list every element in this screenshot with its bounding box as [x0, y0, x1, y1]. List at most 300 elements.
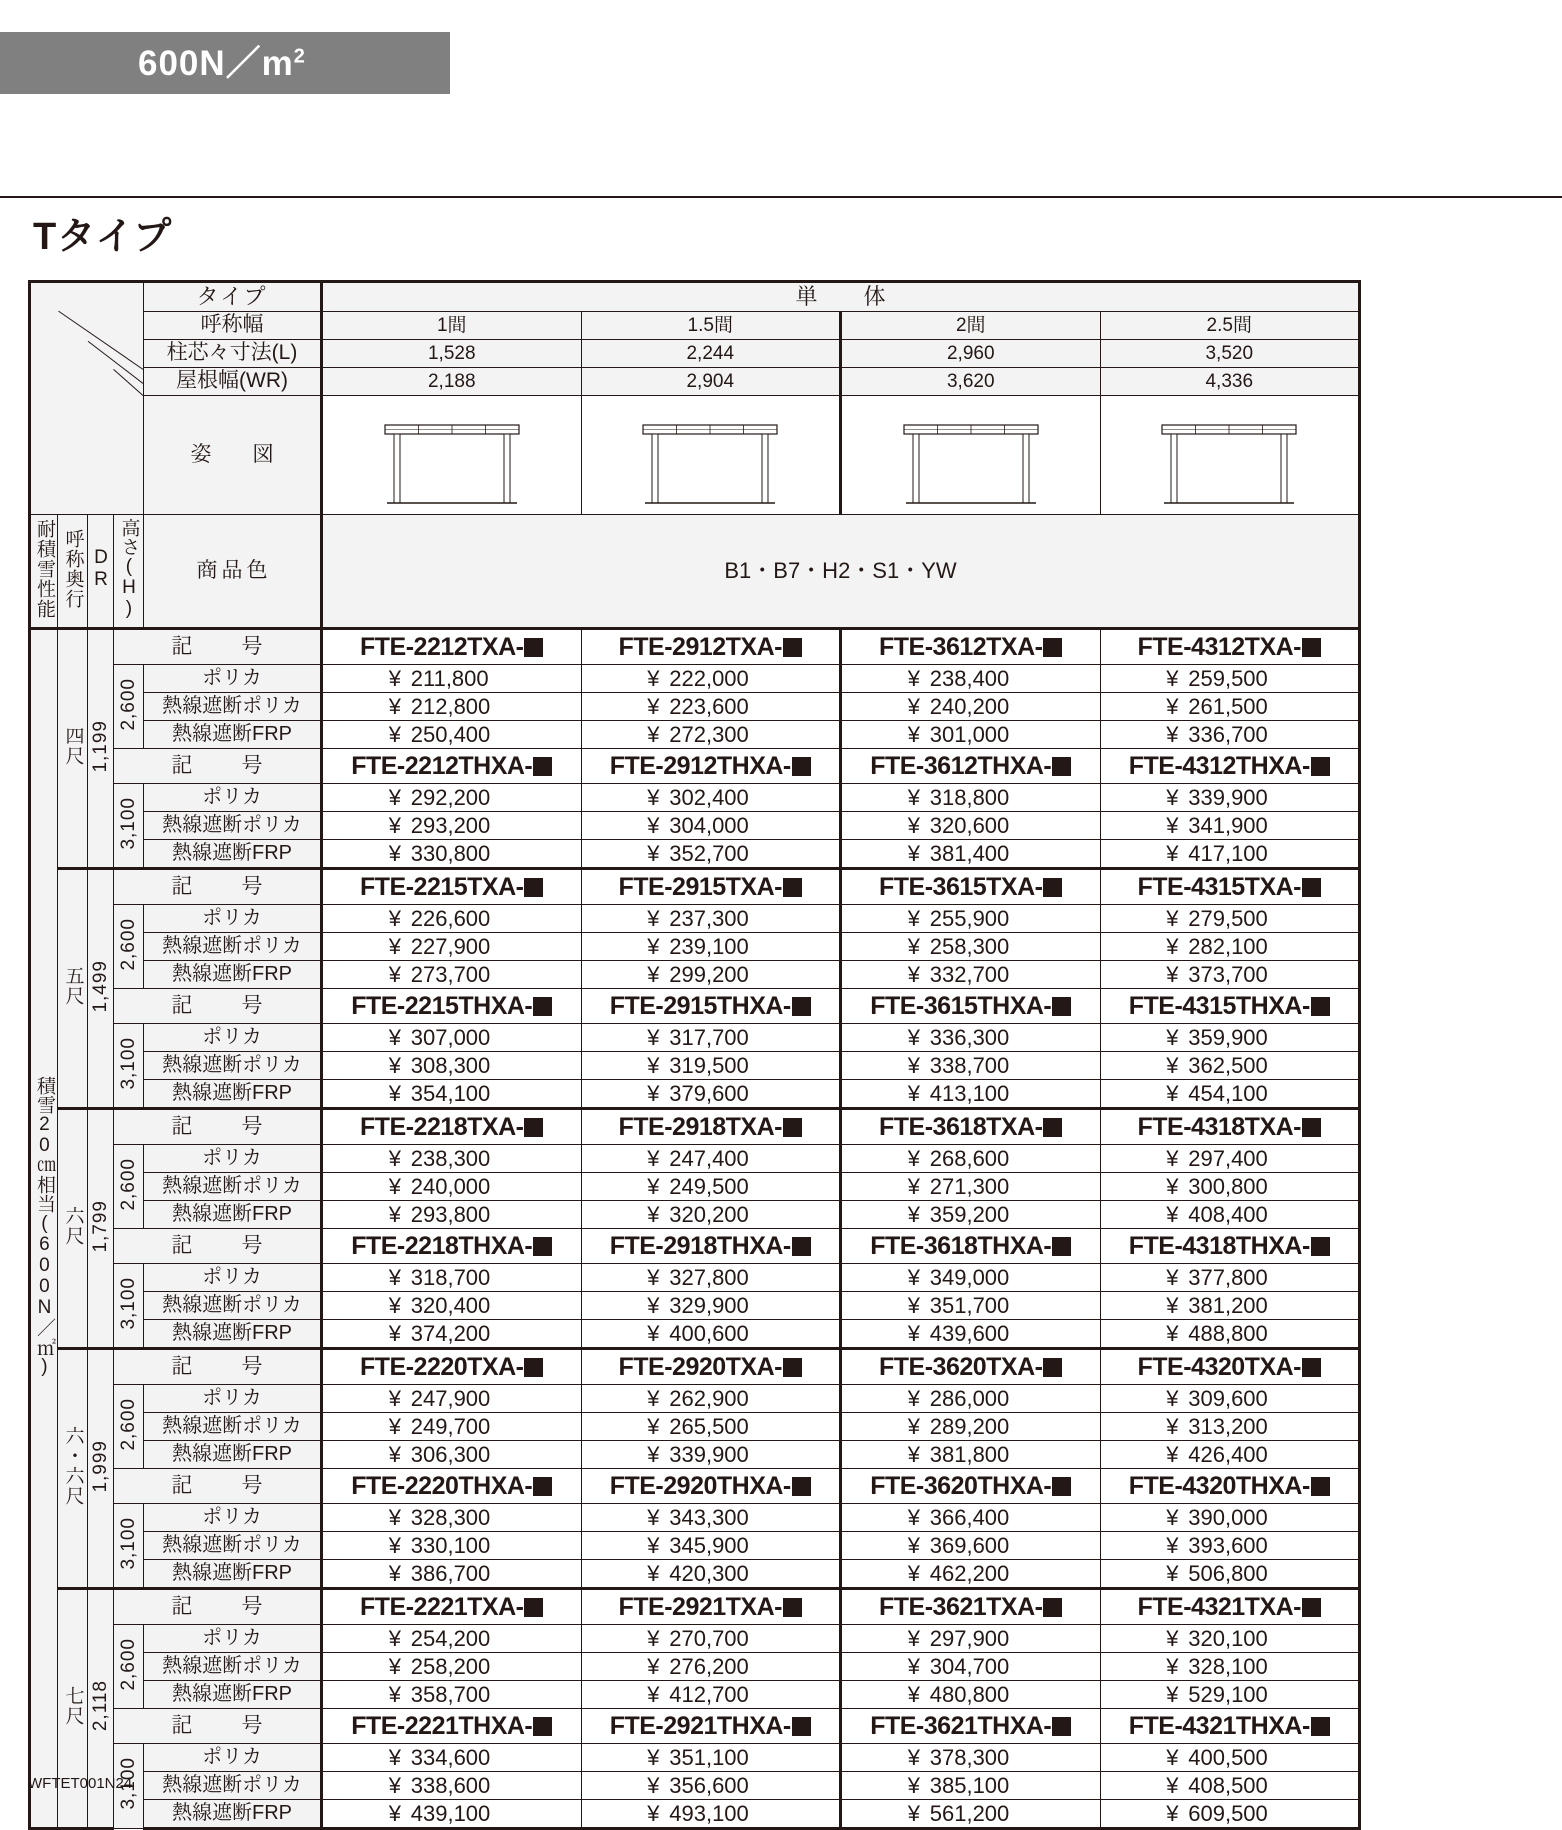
dr-value-cell-2: [88, 869, 114, 1109]
price-row: [30, 1772, 1360, 1800]
yen-sign: ¥: [907, 1681, 920, 1707]
price-row: [30, 1560, 1360, 1589]
price-value: 270,700: [669, 1625, 749, 1651]
price-value: 317,700: [669, 1024, 749, 1050]
yen-sign: ¥: [907, 1024, 920, 1050]
yen-sign: ¥: [1166, 812, 1179, 838]
price-2-2-1-2: [581, 1024, 841, 1052]
price-3-1-3-2: [581, 1201, 841, 1229]
price-row: [30, 1653, 1360, 1681]
yen-sign: ¥: [388, 1052, 401, 1078]
price-value: 258,300: [929, 933, 1010, 959]
yen-sign: ¥: [647, 1653, 660, 1679]
carport-diagram: [842, 399, 1100, 511]
model-code-2-2-4: [1100, 989, 1360, 1024]
price-value: 247,400: [669, 1145, 749, 1171]
price-1-1-1-4: [1100, 665, 1360, 693]
yen-sign: ¥: [647, 1292, 660, 1318]
price-1-2-3-4: [1100, 840, 1360, 869]
yen-sign: ¥: [907, 840, 920, 866]
price-value: 297,400: [1188, 1145, 1268, 1171]
header-label-product-color: 商品色: [144, 515, 322, 629]
model-code-4-2-1: [322, 1469, 582, 1504]
height-value-label: 3,100: [117, 796, 139, 850]
price-3-1-3-1: [322, 1201, 582, 1229]
yen-sign: ¥: [647, 1052, 660, 1078]
price-value: 369,600: [929, 1532, 1010, 1558]
yen-sign: ¥: [388, 1800, 401, 1826]
color-swatch-icon: [1052, 997, 1071, 1016]
price-3-1-3-3: [841, 1201, 1101, 1229]
price-row: [30, 1264, 1360, 1292]
model-code-text: FTE-3618THXA-: [870, 1231, 1052, 1260]
price-value: 529,100: [1188, 1681, 1268, 1707]
model-code-1-1-1: [322, 629, 582, 665]
price-value: 297,900: [929, 1625, 1010, 1651]
yen-sign: ¥: [647, 1201, 660, 1227]
price-value: 338,600: [410, 1772, 491, 1798]
yen-sign: ¥: [1166, 905, 1179, 931]
code-label: 記 号: [114, 629, 322, 665]
depth-value-cell-3: [58, 1109, 88, 1349]
price-value: 261,500: [1188, 693, 1268, 719]
code-row: [30, 1229, 1360, 1264]
model-code-text: FTE-2212THXA-: [351, 751, 533, 780]
depth-vertical-label: 呼称奥行: [62, 528, 84, 609]
model-code-3-1-1: [322, 1109, 582, 1145]
code-row: [30, 1109, 1360, 1145]
price-1-2-1-3: [841, 784, 1101, 812]
yen-sign: ¥: [1166, 840, 1179, 866]
price-value: 488,800: [1188, 1320, 1268, 1346]
price-value: 301,000: [929, 721, 1010, 747]
price-row: [30, 840, 1360, 869]
yen-sign: ¥: [907, 1625, 920, 1651]
header-nominal-width-4: 2.5間: [1100, 312, 1360, 340]
code-label: 記 号: [114, 1109, 322, 1145]
model-code-text: FTE-4315TXA-: [1137, 872, 1301, 901]
price-value: 259,500: [1188, 665, 1268, 691]
color-swatch-icon: [783, 1118, 802, 1137]
price-4-2-1-4: [1100, 1504, 1360, 1532]
code-label: 記 号: [114, 989, 322, 1024]
yen-sign: ¥: [388, 721, 401, 747]
price-2-1-1-2: [581, 905, 841, 933]
price-value: 307,000: [410, 1024, 491, 1050]
load-banner-row: [0, 0, 1562, 96]
price-value: 320,400: [410, 1292, 491, 1318]
color-swatch-icon: [1311, 1477, 1330, 1496]
price-3-1-1-4: [1100, 1145, 1360, 1173]
price-4-1-1-4: [1100, 1385, 1360, 1413]
price-2-2-3-1: [322, 1080, 582, 1109]
depth-value-cell-5: [58, 1589, 88, 1829]
header-row-pillar-dim: [30, 340, 1360, 368]
material-label-2: 熱線遮断ポリカ: [144, 1532, 322, 1560]
color-swatch-icon: [533, 997, 552, 1016]
price-value: 318,800: [929, 784, 1010, 810]
model-code-5-1-1: [322, 1589, 582, 1625]
price-5-1-1-4: [1100, 1625, 1360, 1653]
page-title: Tタイプ: [33, 216, 173, 258]
price-5-2-2-4: [1100, 1772, 1360, 1800]
price-1-1-2-4: [1100, 693, 1360, 721]
code-row: [30, 1709, 1360, 1744]
header-group-tantai: 単 体: [322, 282, 1360, 312]
price-value: 332,700: [929, 961, 1010, 987]
model-code-1-2-3: [841, 749, 1101, 784]
height-value-cell-1-1: [114, 665, 144, 749]
yen-sign: ¥: [1166, 1772, 1179, 1798]
price-row: [30, 721, 1360, 749]
price-value: 378,300: [929, 1744, 1010, 1770]
depth-value-label: 七尺: [62, 1686, 84, 1727]
price-3-2-1-4: [1100, 1264, 1360, 1292]
yen-sign: ¥: [907, 1320, 920, 1346]
height-value-label: 2,600: [117, 1637, 139, 1691]
price-value: 222,000: [669, 665, 749, 691]
price-table-body: [30, 282, 1360, 1829]
yen-sign: ¥: [388, 1560, 401, 1586]
model-code-text: FTE-2921TXA-: [618, 1592, 782, 1621]
price-value: 385,100: [929, 1772, 1010, 1798]
yen-sign: ¥: [907, 1052, 920, 1078]
price-3-2-2-3: [841, 1292, 1101, 1320]
header-label-figure: 姿 図: [144, 396, 322, 515]
model-code-text: FTE-4312TXA-: [1137, 632, 1301, 661]
header-roof-width-1: 2,188: [322, 368, 582, 396]
header-label-nominal-width: 呼称幅: [144, 312, 322, 340]
price-value: 374,200: [410, 1320, 491, 1346]
price-2-1-3-1: [322, 961, 582, 989]
model-code-3-2-1: [322, 1229, 582, 1264]
price-value: 330,100: [410, 1532, 491, 1558]
price-row: [30, 905, 1360, 933]
price-value: 247,900: [410, 1385, 491, 1411]
price-row: [30, 961, 1360, 989]
price-2-2-2-4: [1100, 1052, 1360, 1080]
price-4-1-1-2: [581, 1385, 841, 1413]
price-value: 265,500: [669, 1413, 749, 1439]
yen-sign: ¥: [647, 721, 660, 747]
model-code-1-2-2: [581, 749, 841, 784]
header-roof-width-4: 4,336: [1100, 368, 1360, 396]
yen-sign: ¥: [907, 1173, 920, 1199]
price-row: [30, 1173, 1360, 1201]
color-swatch-icon: [524, 638, 543, 657]
yen-sign: ¥: [907, 905, 920, 931]
yen-sign: ¥: [1166, 1560, 1179, 1586]
material-label-3: 熱線遮断FRP: [144, 1800, 322, 1829]
color-swatch-icon: [1052, 1477, 1071, 1496]
yen-sign: ¥: [647, 1800, 660, 1826]
color-swatch-icon: [1052, 757, 1071, 776]
color-swatch-icon: [1302, 878, 1321, 897]
model-code-text: FTE-2221THXA-: [351, 1711, 533, 1740]
material-label-1: ポリカ: [144, 1264, 322, 1292]
yen-sign: ¥: [1166, 693, 1179, 719]
model-code-text: FTE-2912TXA-: [618, 632, 782, 661]
yen-sign: ¥: [647, 961, 660, 987]
color-swatch-icon: [1302, 1358, 1321, 1377]
price-value: 351,700: [929, 1292, 1010, 1318]
price-5-2-1-4: [1100, 1744, 1360, 1772]
material-label-1: ポリカ: [144, 1145, 322, 1173]
yen-sign: ¥: [1166, 1052, 1179, 1078]
yen-sign: ¥: [388, 812, 401, 838]
height-value-label: 2,600: [117, 1397, 139, 1451]
model-code-5-1-4: [1100, 1589, 1360, 1625]
price-value: 345,900: [669, 1532, 749, 1558]
price-2-1-1-1: [322, 905, 582, 933]
yen-sign: ¥: [388, 1320, 401, 1346]
price-value: 480,800: [929, 1681, 1010, 1707]
price-3-1-2-4: [1100, 1173, 1360, 1201]
price-4-1-2-1: [322, 1413, 582, 1441]
model-code-3-1-2: [581, 1109, 841, 1145]
model-code-3-2-3: [841, 1229, 1101, 1264]
price-row: [30, 1504, 1360, 1532]
model-code-4-2-4: [1100, 1469, 1360, 1504]
code-row: [30, 629, 1360, 665]
material-label-1: ポリカ: [144, 1385, 322, 1413]
price-row: [30, 1320, 1360, 1349]
price-value: 506,800: [1188, 1560, 1268, 1586]
price-value: 366,400: [929, 1504, 1010, 1530]
price-2-1-3-2: [581, 961, 841, 989]
price-4-2-2-1: [322, 1532, 582, 1560]
material-label-1: ポリカ: [144, 784, 322, 812]
yen-sign: ¥: [388, 1292, 401, 1318]
material-label-2: 熱線遮断ポリカ: [144, 693, 322, 721]
price-value: 339,900: [669, 1441, 749, 1467]
price-2-1-2-1: [322, 933, 582, 961]
price-value: 334,600: [410, 1744, 491, 1770]
color-swatch-icon: [792, 1477, 811, 1496]
model-code-text: FTE-3615TXA-: [879, 872, 1043, 901]
yen-sign: ¥: [388, 905, 401, 931]
header-label-depth: [58, 515, 88, 629]
yen-sign: ¥: [647, 1080, 660, 1106]
price-table: [28, 280, 1361, 1830]
price-1-1-1-1: [322, 665, 582, 693]
price-3-2-2-4: [1100, 1292, 1360, 1320]
model-code-text: FTE-3621TXA-: [879, 1592, 1043, 1621]
price-5-1-1-2: [581, 1625, 841, 1653]
price-row: [30, 693, 1360, 721]
header-label-roof-width: 屋根幅(WR): [144, 368, 322, 396]
code-label: 記 号: [114, 1469, 322, 1504]
material-label-3: 熱線遮断FRP: [144, 1560, 322, 1589]
height-value-cell-3-2: [114, 1264, 144, 1349]
price-value: 439,100: [410, 1800, 491, 1826]
yen-sign: ¥: [647, 840, 660, 866]
price-2-2-1-4: [1100, 1024, 1360, 1052]
price-4-1-1-3: [841, 1385, 1101, 1413]
price-5-1-3-1: [322, 1681, 582, 1709]
color-swatch-icon: [533, 1717, 552, 1736]
yen-sign: ¥: [388, 784, 401, 810]
price-5-1-2-3: [841, 1653, 1101, 1681]
price-3-2-1-3: [841, 1264, 1101, 1292]
price-value: 308,300: [410, 1052, 491, 1078]
price-3-2-3-4: [1100, 1320, 1360, 1349]
header-label-dr: [88, 515, 114, 629]
yen-sign: ¥: [1166, 1625, 1179, 1651]
yen-sign: ¥: [388, 1201, 401, 1227]
header-label-height: [114, 515, 144, 629]
color-swatch-icon: [1043, 1598, 1062, 1617]
yen-sign: ¥: [647, 1024, 660, 1050]
color-swatch-icon: [1311, 1717, 1330, 1736]
price-value: 400,600: [669, 1320, 749, 1346]
price-5-2-2-3: [841, 1772, 1101, 1800]
yen-sign: ¥: [1166, 1292, 1179, 1318]
yen-sign: ¥: [907, 1441, 920, 1467]
yen-sign: ¥: [907, 1145, 920, 1171]
model-code-text: FTE-2215TXA-: [360, 872, 524, 901]
model-code-2-1-2: [581, 869, 841, 905]
model-code-text: FTE-4312THXA-: [1128, 751, 1310, 780]
price-4-1-3-2: [581, 1441, 841, 1469]
material-label-3: 熱線遮断FRP: [144, 840, 322, 869]
price-value: 426,400: [1188, 1441, 1268, 1467]
price-value: 379,600: [669, 1080, 749, 1106]
yen-sign: ¥: [388, 840, 401, 866]
model-code-5-2-2: [581, 1709, 841, 1744]
code-label: 記 号: [114, 869, 322, 905]
price-4-1-2-3: [841, 1413, 1101, 1441]
yen-sign: ¥: [647, 1413, 660, 1439]
depth-value-cell-4: [58, 1349, 88, 1589]
yen-sign: ¥: [388, 1080, 401, 1106]
price-value: 255,900: [929, 905, 1010, 931]
color-swatch-icon: [524, 1118, 543, 1137]
price-value: 227,900: [410, 933, 491, 959]
material-label-1: ポリカ: [144, 905, 322, 933]
color-swatch-icon: [1052, 1237, 1071, 1256]
price-5-1-1-3: [841, 1625, 1101, 1653]
yen-sign: ¥: [907, 1744, 920, 1770]
yen-sign: ¥: [1166, 721, 1179, 747]
model-code-text: FTE-2921THXA-: [609, 1711, 791, 1740]
price-value: 309,600: [1188, 1385, 1268, 1411]
yen-sign: ¥: [388, 1173, 401, 1199]
model-code-text: FTE-4318THXA-: [1128, 1231, 1310, 1260]
model-code-text: FTE-3612TXA-: [879, 632, 1043, 661]
yen-sign: ¥: [647, 1532, 660, 1558]
header-pillar-dim-4: 3,520: [1100, 340, 1360, 368]
yen-sign: ¥: [907, 1504, 920, 1530]
height-value-cell-1-2: [114, 784, 144, 869]
load-banner-label: $600N/m^2$: [138, 43, 306, 83]
yen-sign: ¥: [388, 1413, 401, 1439]
price-value: 212,800: [410, 693, 491, 719]
price-value: 273,700: [410, 961, 491, 987]
dr-value-label: 2,118: [89, 1680, 111, 1732]
price-value: 362,500: [1188, 1052, 1268, 1078]
yen-sign: ¥: [1166, 1681, 1179, 1707]
price-value: 462,200: [929, 1560, 1010, 1586]
price-value: 381,800: [929, 1441, 1010, 1467]
price-5-1-2-1: [322, 1653, 582, 1681]
material-label-2: 熱線遮断ポリカ: [144, 1052, 322, 1080]
yen-sign: ¥: [388, 1504, 401, 1530]
load-banner: [0, 32, 450, 94]
price-value: 412,700: [669, 1681, 749, 1707]
yen-sign: ¥: [1166, 1024, 1179, 1050]
price-value: 249,700: [410, 1413, 491, 1439]
carport-diagram: [323, 399, 581, 511]
price-2-2-2-1: [322, 1052, 582, 1080]
color-swatch-icon: [792, 1237, 811, 1256]
price-row: [30, 1145, 1360, 1173]
price-1-2-3-1: [322, 840, 582, 869]
price-3-1-2-1: [322, 1173, 582, 1201]
price-value: 313,200: [1188, 1413, 1268, 1439]
yen-sign: ¥: [647, 1320, 660, 1346]
price-2-2-1-1: [322, 1024, 582, 1052]
material-label-1: ポリカ: [144, 1024, 322, 1052]
yen-sign: ¥: [907, 1385, 920, 1411]
model-code-2-2-3: [841, 989, 1101, 1024]
yen-sign: ¥: [388, 693, 401, 719]
yen-sign: ¥: [907, 784, 920, 810]
figure-carport-1: [322, 396, 582, 515]
price-3-1-1-3: [841, 1145, 1101, 1173]
figure-carport-4: [1100, 396, 1360, 515]
color-swatch-icon: [1043, 878, 1062, 897]
model-code-text: FTE-2920THXA-: [609, 1471, 791, 1500]
model-code-5-1-3: [841, 1589, 1101, 1625]
material-label-3: 熱線遮断FRP: [144, 721, 322, 749]
header-row-product-color: [30, 515, 1360, 629]
header-corner-diagonal: [30, 282, 144, 515]
depth-value-label: 六・六尺: [62, 1426, 84, 1507]
yen-sign: ¥: [647, 1145, 660, 1171]
price-value: 356,600: [669, 1772, 749, 1798]
price-4-2-3-1: [322, 1560, 582, 1589]
price-value: 341,900: [1188, 812, 1268, 838]
yen-sign: ¥: [647, 693, 660, 719]
model-code-4-1-2: [581, 1349, 841, 1385]
model-code-text: FTE-2218THXA-: [351, 1231, 533, 1260]
color-swatch-icon: [1043, 1118, 1062, 1137]
price-2-1-3-3: [841, 961, 1101, 989]
price-value: 359,900: [1188, 1024, 1268, 1050]
price-value: 349,000: [929, 1264, 1010, 1290]
document-code: WFTET001N24: [28, 1775, 133, 1792]
price-3-2-2-2: [581, 1292, 841, 1320]
yen-sign: ¥: [647, 1625, 660, 1651]
price-1-2-3-3: [841, 840, 1101, 869]
price-4-2-2-4: [1100, 1532, 1360, 1560]
model-code-text: FTE-2218TXA-: [360, 1112, 524, 1141]
header-row-type: [30, 282, 1360, 312]
yen-sign: ¥: [1166, 1201, 1179, 1227]
yen-sign: ¥: [647, 812, 660, 838]
yen-sign: ¥: [907, 1292, 920, 1318]
price-value: 609,500: [1188, 1800, 1268, 1826]
price-value: 339,900: [1188, 784, 1268, 810]
price-value: 240,000: [410, 1173, 491, 1199]
model-code-text: FTE-2221TXA-: [360, 1592, 524, 1621]
color-swatch-icon: [783, 1358, 802, 1377]
height-value-label: 3,100: [117, 1757, 139, 1810]
yen-sign: ¥: [647, 933, 660, 959]
model-code-text: FTE-3612THXA-: [870, 751, 1052, 780]
performance-vertical-label: 耐積雪性能: [33, 518, 55, 619]
